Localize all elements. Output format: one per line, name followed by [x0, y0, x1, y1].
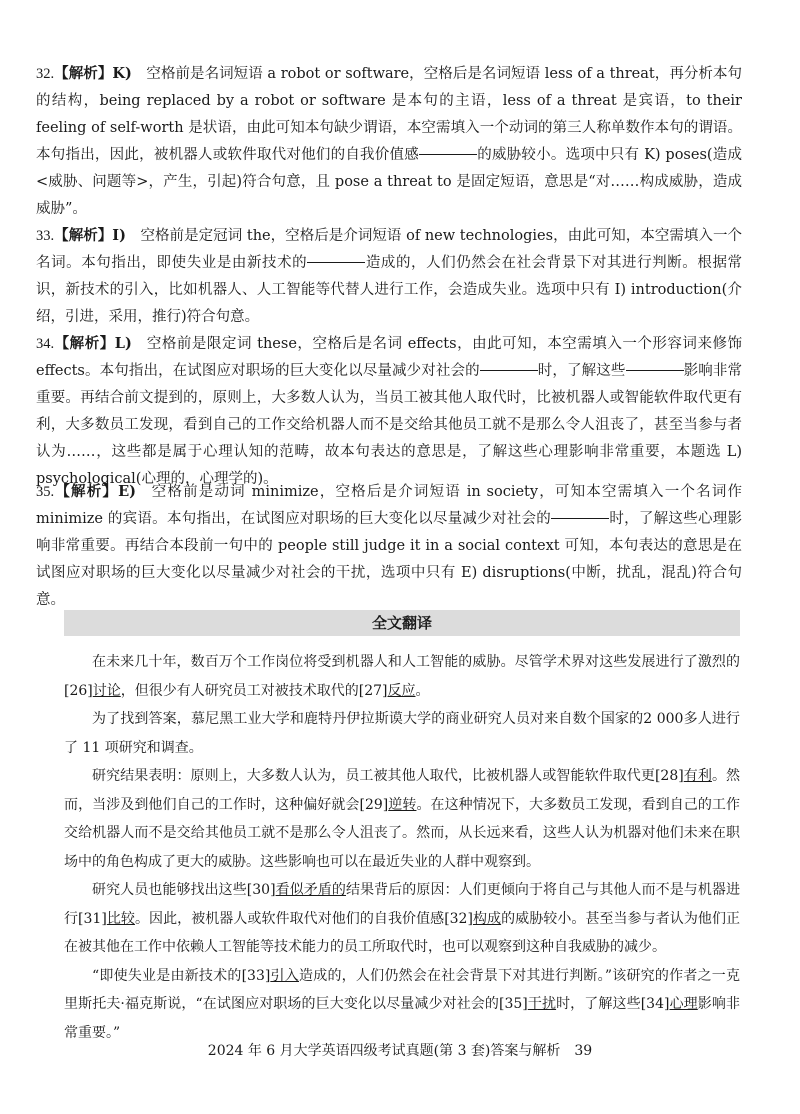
- answer-letter: K): [112, 65, 132, 82]
- text: 的威胁较小。甚至当参与者认为他们正在被其他在工作中依赖人工智能等技术能力的员工所取代时，也可以观察到这种自我威胁的减少。: [64, 910, 740, 955]
- filled-answer: 构成: [472, 910, 502, 927]
- text: 。在这种情况下，大多数员工发现，看到自己的工作交给机器人而不是交给其他员工就不是那么令人沮丧了。然而，从长远来看，这些人认为机器对他们未来在职场中的角色构成了更大的威胁。这些影响也可以在最近失业的人群中观察到。: [64, 796, 741, 870]
- analysis-tag: 【解析】: [54, 65, 113, 82]
- analysis-text-mid: 时，了解这些: [537, 363, 626, 379]
- analysis-tag: 【解析】: [54, 483, 119, 500]
- translation-paragraph: 为了找到答案，慕尼黑工业大学和鹿特丹伊拉斯谟大学的商业研究人员对来自数个国家的2 000多人进行了 11 项研究和调查。: [64, 711, 740, 756]
- text: 。然而，当涉及到他们自己的工作时，这种偏好就会[29]: [64, 768, 741, 813]
- analysis-text: 空格前是定冠词 the，空格后是介词短语 of new technologies，由此可知，本空需填入一个名词。本句指出，即使失业是由新技术的: [36, 228, 742, 271]
- analysis-text-after: 造成的，人们仍然会在社会背景下对其进行判断。根据常识，新技术的引入，比如机器人、人工智能等代替人进行工作，会造成失业。选项中只有 I) introduction(介绍，引进，采用，推行)符合句意。: [36, 255, 743, 325]
- analysis-text-after: 的威胁较小。选项中只有 K) poses(造成<威胁、问题等>，产生，引起)符合句意，且 pose a threat to 是固定短语，意思是“对……构成威胁，造成威胁”。: [36, 147, 743, 217]
- answer-blank: [551, 517, 609, 519]
- analysis-tag: 【解析】: [54, 227, 113, 244]
- text: 在未来几十年，数百万个工作岗位将受到机器人和人工智能的威胁。尽管学术界对这些发展进行了激烈的[26]: [64, 654, 740, 699]
- item-number: 34.: [36, 336, 55, 352]
- section-title: 全文翻译: [64, 610, 740, 636]
- analysis-text: 空格前是动词 minimize，空格后是介词短语 in society，可知本空需填入一个名词作 minimize 的宾语。本句指出，在试图应对职场的巨大变化以尽量减少对社会的: [36, 484, 743, 527]
- filled-answer: 讨论: [92, 682, 121, 699]
- filled-answer: 有利: [683, 768, 712, 784]
- text: 。: [415, 682, 430, 699]
- answer-blank: [626, 369, 684, 371]
- filled-answer: 逆转: [388, 796, 417, 813]
- answer-letter: E): [118, 483, 136, 500]
- analysis-text: 空格前是限定词 these，空格后是名词 effects，由此可知，本空需填入一个形容词来修饰 effects。本句指出，在试图应对职场的巨大变化以尽量减少对社会的: [36, 336, 743, 379]
- text: 结果背后的原因：人们更倾向于将自己与其他人而不是与机器进行[31]: [64, 882, 741, 927]
- analysis-item-35: [36, 478, 742, 614]
- analysis-tag: 【解析】: [54, 335, 115, 352]
- text: 研究人员也能够找出这些[30]: [92, 882, 276, 898]
- text: 造成的，人们仍然会在社会背景下对其进行判断。”该研究的作者之一克里斯托夫·福克斯说，“在试图应对职场的巨大变化以尽量减少对社会的[35]: [64, 967, 741, 1012]
- analysis-item-32: [36, 60, 742, 223]
- answer-letter: I): [112, 227, 126, 244]
- analysis-item-33: [36, 222, 742, 331]
- text: 。因此，被机器人或软件取代对他们的自我价值感[32]: [134, 910, 473, 927]
- translation-body: [64, 648, 740, 1047]
- text: ，但很少有人研究员工对被技术取代的[27]: [120, 682, 388, 699]
- analysis-text-after: 时，了解这些心理影响非常重要。再结合本段前一句中的 people still judge it in a social context 可知，本句表达的意思是在试图应对职场的巨大变化以尽量减少对社会的干扰，选项中只有 E) disruptions(中断，扰乱，混乱)符合句意。: [36, 511, 743, 608]
- filled-answer: 比较: [106, 910, 135, 927]
- answer-blank: [307, 261, 365, 263]
- translation-paragraph: [64, 762, 740, 876]
- answer-letter: L): [114, 335, 132, 352]
- filled-answer: 反应: [387, 682, 416, 699]
- translation-paragraph: [64, 876, 740, 962]
- answer-blank: [480, 369, 538, 371]
- item-number: 33.: [36, 228, 55, 244]
- text: “即使失业是由新技术的[33]: [92, 967, 271, 984]
- text: 影响非常重要。”: [64, 996, 741, 1041]
- filled-answer: 看似矛盾的: [275, 882, 347, 898]
- answer-blank: [419, 153, 477, 155]
- item-number: 35.: [36, 484, 55, 500]
- filled-answer: 干扰: [527, 996, 557, 1012]
- item-number: 32.: [36, 66, 55, 82]
- filled-answer: 引入: [270, 967, 299, 984]
- analysis-text: 空格前是名词短语 a robot or software，空格后是名词短语 less of a threat，再分析本句的结构，being replaced by a robot or software 是本句的主语，less of a threat 是宾语，to their feeling of self-worth 是状语，由此可知本句缺少谓语，本空需填入一个动词的第三人称单数作本句的谓语。本句指出，因此，被机器人或软件取代对他们的自我价值感: [36, 66, 743, 163]
- translation-paragraph: [64, 648, 740, 705]
- filled-answer: 心理: [669, 996, 698, 1012]
- text: 研究结果表明：原则上，大多数人认为，员工被其他人取代，比被机器人或智能软件取代更[28]: [92, 768, 684, 784]
- page-footer: 2024 年 6 月大学英语四级考试真题(第 3 套)答案与解析 39: [207, 1043, 593, 1059]
- analysis-item-34: [36, 330, 742, 493]
- translation-paragraph: [64, 962, 740, 1048]
- analysis-text-after: 影响非常重要。再结合前文提到的，原则上，大多数人认为，当员工被其他人取代时，比被机器人或智能软件取代更有利，大多数员工发现，看到自己的工作交给机器人而不是交给其他员工就不是那么令人沮丧了，甚至当参与者认为……，这些都是属于心理认知的范畴，故本句表达的意思是，了解这些心理影响非常重要，本题选 L) psychological(心理的，心理学的)。: [36, 363, 743, 487]
- text: 时，了解这些[34]: [556, 996, 670, 1012]
